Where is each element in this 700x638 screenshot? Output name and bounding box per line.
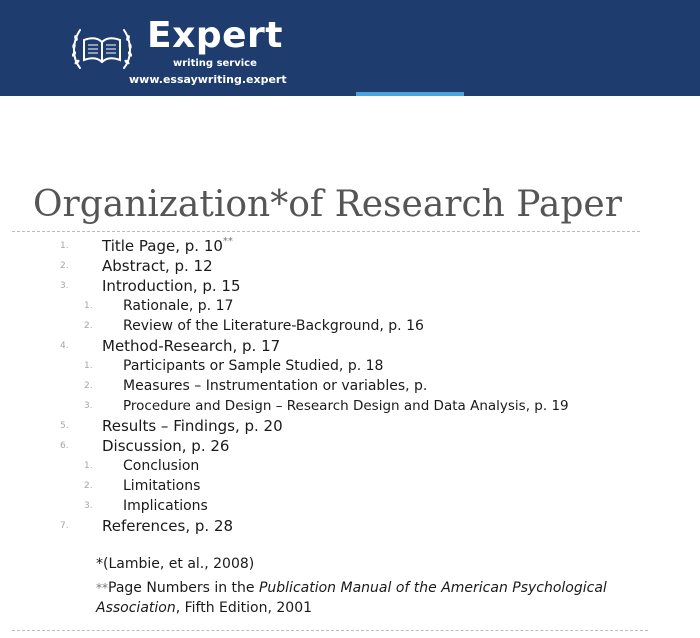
header-banner	[0, 0, 700, 96]
outline-item	[0, 276, 700, 296]
subitem-number: 2.	[84, 321, 93, 331]
item-number: 4.	[60, 341, 69, 351]
item-text: References, p. 28	[102, 517, 234, 535]
outline-subitem	[0, 316, 700, 336]
subitem-number: 3.	[84, 401, 93, 411]
subitem-text: Implications	[123, 498, 208, 514]
outline-item	[0, 256, 700, 276]
footnote-page-numbers	[96, 578, 656, 618]
divider-bottom	[12, 630, 648, 631]
subitem-text: Limitations	[123, 478, 201, 494]
footnote-italic-title: Publication Manual of the American Psychological	[258, 580, 607, 596]
footnote-italic-title-cont: Association	[96, 600, 176, 616]
outline-subitem	[0, 496, 700, 516]
item-text: Introduction, p. 15	[102, 277, 241, 295]
footnote-suffix: , Fifth Edition, 2001	[175, 600, 313, 616]
slide-title: Organization*of Research Paper	[33, 184, 622, 225]
subitem-number: 1.	[84, 461, 93, 471]
item-number: 5.	[60, 421, 69, 431]
subitem-number: 1.	[84, 361, 93, 371]
footnote-prefix: Page Numbers in the	[108, 580, 259, 596]
subitem-text: Conclusion	[123, 458, 200, 474]
outline-subitem	[0, 456, 700, 476]
brand-url[interactable]: www.essaywriting.expert	[129, 73, 287, 86]
item-number: 7.	[60, 521, 69, 531]
outline-subitem	[0, 376, 700, 396]
item-text: Results – Findings, p. 20	[102, 417, 283, 435]
brand-name: Expert	[147, 15, 283, 56]
subitem-text: Rationale, p. 17	[123, 298, 234, 314]
divider-top	[12, 231, 640, 232]
subitem-number: 2.	[84, 381, 93, 391]
outline-subitem	[0, 356, 700, 376]
item-label: Title Page, p. 10	[102, 237, 223, 255]
subitem-text: Review of the Literature-Background, p. 16	[123, 318, 424, 334]
footnote-citation	[96, 554, 254, 574]
accent-bar	[356, 92, 464, 96]
item-text: Abstract, p. 12	[102, 257, 213, 275]
item-text: Method-Research, p. 17	[102, 337, 281, 355]
subitem-number: 3.	[84, 501, 93, 511]
item-number: 2.	[60, 261, 69, 271]
item-number: 3.	[60, 281, 69, 291]
item-footnote-marker: **	[222, 236, 233, 247]
brand-tagline: writing service	[173, 58, 257, 69]
subitem-text: Measures – Instrumentation or variables, p.	[123, 378, 428, 394]
item-text: Discussion, p. 26	[102, 437, 230, 455]
outline-item	[0, 336, 700, 356]
subitem-text: Participants or Sample Studied, p. 18	[123, 358, 384, 374]
footnote-marker: **	[96, 581, 108, 595]
outline-subitem	[0, 296, 700, 316]
footnote-marker: *	[96, 556, 103, 572]
subitem-number: 2.	[84, 481, 93, 491]
item-text	[102, 236, 233, 256]
outline-subitem	[0, 396, 700, 416]
outline-subitem	[0, 476, 700, 496]
footnote-text: (Lambie, et al., 2008)	[103, 556, 255, 572]
subitem-number: 1.	[84, 301, 93, 311]
outline-item	[0, 436, 700, 456]
item-number: 1.	[60, 241, 69, 251]
item-number: 6.	[60, 441, 69, 451]
outline-item	[0, 516, 700, 536]
outline-item	[0, 416, 700, 436]
subitem-text: Procedure and Design – Research Design and Data Analysis, p. 19	[123, 398, 569, 414]
open-book-laurel-icon	[68, 20, 136, 76]
outline-item	[0, 236, 700, 256]
outline-list	[0, 236, 700, 536]
